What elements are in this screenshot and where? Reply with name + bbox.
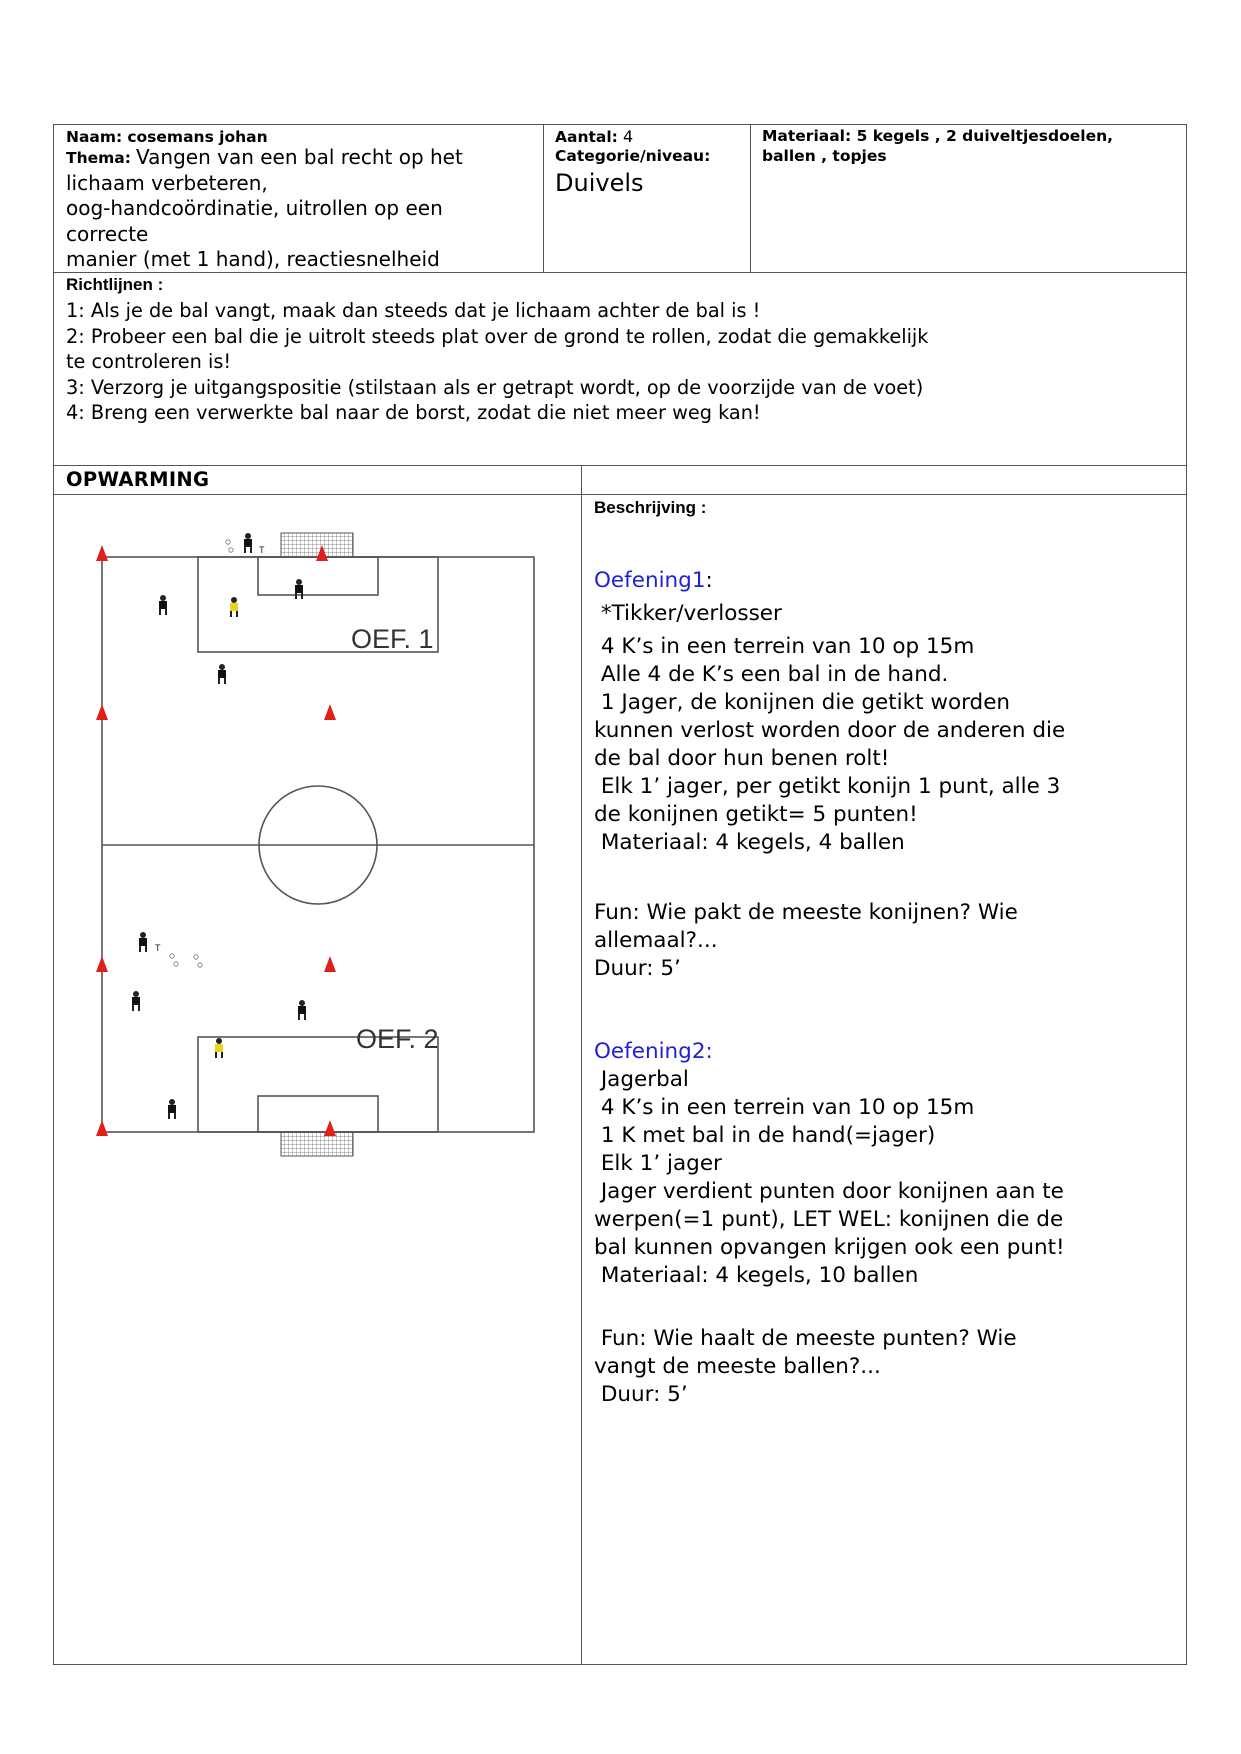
thema-line-3: correcte bbox=[66, 221, 149, 246]
oef2-line: werpen(=1 punt), LET WEL: konijnen die de bbox=[594, 1207, 1064, 1232]
goal-box-bottom bbox=[258, 1096, 378, 1132]
player-icon bbox=[295, 579, 303, 599]
pitch-lines bbox=[102, 557, 534, 1132]
cone-icon bbox=[96, 1120, 108, 1136]
richtlijn-item: 1: Als je de bal vangt, maak dan steeds dat je lichaam achter de bal is ! bbox=[66, 299, 761, 322]
goalkeeper-icon bbox=[215, 1038, 223, 1058]
trainer-mark-top: T bbox=[259, 545, 265, 555]
oef1-line: kunnen verlost worden door de anderen die bbox=[594, 718, 1066, 743]
oefening1-title: Oefening1 bbox=[594, 568, 706, 593]
oef2-line: Jagerbal bbox=[594, 1067, 689, 1092]
goalkeeper-icon bbox=[230, 597, 238, 617]
player-icon bbox=[218, 664, 226, 684]
oef1-line: Materiaal: 4 kegels, 4 ballen bbox=[594, 830, 905, 855]
thema-line-2: oog-handcoördinatie, uitrollen op een bbox=[66, 196, 443, 220]
oef1-line: de bal door hun benen rolt! bbox=[594, 746, 890, 771]
oefening1-colon: : bbox=[705, 568, 713, 593]
oef1-line: *Tikker/verlosser bbox=[594, 601, 782, 626]
ball-icon bbox=[198, 963, 202, 967]
player-icon bbox=[139, 932, 147, 952]
richtlijn-item: 2: Probeer een bal die je uitrolt steeds plat over de grond te rollen, zodat die gemakkelijk bbox=[66, 324, 929, 348]
oef2-line: 1 K met bal in de hand(=jager) bbox=[594, 1123, 936, 1148]
thema-line-0: Vangen van een bal recht op het bbox=[136, 145, 463, 169]
ball-icon bbox=[229, 548, 233, 552]
oef1-fun-line: Fun: Wie pakt de meeste konijnen? Wie bbox=[594, 900, 1018, 925]
oef1-fun-line: Duur: 5’ bbox=[594, 956, 681, 981]
ball-icon bbox=[170, 954, 174, 958]
oefening2-title: Oefening2: bbox=[594, 1039, 713, 1064]
section-title: OPWARMING bbox=[66, 468, 210, 491]
cone-icon bbox=[324, 704, 336, 720]
oef1-line: Alle 4 de K’s een bal in de hand. bbox=[594, 662, 949, 687]
cone-icon bbox=[324, 1120, 336, 1136]
naam-label: Naam: bbox=[66, 128, 123, 146]
oef2-line: Elk 1’ jager bbox=[594, 1151, 722, 1176]
ball-icon bbox=[194, 955, 198, 959]
oef1-label: OEF. 1 bbox=[351, 624, 434, 654]
player-icon bbox=[159, 595, 167, 615]
richtlijn-item: 3: Verzorg je uitgangspositie (stilstaan als er getrapt wordt, op de voorzijde van de voet) bbox=[66, 375, 924, 399]
richtlijn-item: 4: Breng een verwerkte bal naar de borst, zodat die niet meer weg kan! bbox=[66, 401, 761, 424]
oef1-line: Elk 1’ jager, per getikt konijn 1 punt, alle 3 bbox=[594, 774, 1061, 799]
ball-icon bbox=[226, 540, 230, 544]
richtlijn-item: te controleren is! bbox=[66, 350, 232, 373]
aantal-label: Aantal: bbox=[555, 128, 618, 146]
oef1-fun-line: allemaal?... bbox=[594, 928, 718, 953]
balls bbox=[170, 540, 233, 967]
oef2-line: 4 K’s in een terrein van 10 op 15m bbox=[594, 1095, 975, 1120]
ball-icon bbox=[174, 962, 178, 966]
richtlijnen-title: Richtlijnen : bbox=[66, 275, 164, 294]
oef2-label: OEF. 2 bbox=[356, 1024, 439, 1054]
cone-icon bbox=[96, 704, 108, 720]
oef2-fun-line: Fun: Wie haalt de meeste punten? Wie bbox=[594, 1326, 1017, 1351]
oef2-line: Materiaal: 4 kegels, 10 ballen bbox=[594, 1263, 919, 1288]
cone-icon bbox=[324, 956, 336, 972]
player-icon bbox=[298, 1000, 306, 1020]
oef2-fun-line: vangt de meeste ballen?... bbox=[594, 1354, 881, 1379]
beschrijving-title: Beschrijving : bbox=[594, 498, 707, 517]
aantal-value: 4 bbox=[622, 127, 634, 146]
oef2-fun-line: Duur: 5’ bbox=[594, 1382, 688, 1407]
players bbox=[132, 533, 306, 1119]
cone-icon bbox=[96, 545, 108, 561]
trainer-mark-bottom: T bbox=[155, 943, 161, 953]
naam-value: cosemans johan bbox=[127, 128, 268, 146]
categorie-value: Duivels bbox=[555, 169, 644, 197]
thema-label: Thema: bbox=[66, 149, 131, 167]
materiaal-label: Materiaal: 5 kegels , 2 duiveltjesdoelen, bbox=[762, 127, 1114, 145]
thema-line-4: manier (met 1 hand), reactiesnelheid bbox=[66, 247, 440, 271]
cone-icon bbox=[96, 956, 108, 972]
goal-net-top bbox=[281, 533, 353, 557]
oef2-line: bal kunnen opvangen krijgen ook een punt! bbox=[594, 1235, 1065, 1260]
player-icon bbox=[168, 1099, 176, 1119]
oef1-line: 1 Jager, de konijnen die getikt worden bbox=[594, 690, 1011, 715]
oef1-line: 4 K’s in een terrein van 10 op 15m bbox=[594, 634, 975, 659]
goal-net-bottom bbox=[281, 1132, 353, 1156]
player-icon bbox=[132, 991, 140, 1011]
oef1-line: de konijnen getikt= 5 punten! bbox=[594, 802, 918, 827]
materiaal-label-2: ballen , topjes bbox=[762, 147, 887, 165]
categorie-label: Categorie/niveau: bbox=[555, 147, 711, 165]
player-icon bbox=[244, 533, 252, 553]
thema-line-1: lichaam verbeteren, bbox=[66, 170, 268, 195]
goal-box-top bbox=[258, 557, 378, 595]
oef2-line: Jager verdient punten door konijnen aan te bbox=[594, 1179, 1064, 1204]
